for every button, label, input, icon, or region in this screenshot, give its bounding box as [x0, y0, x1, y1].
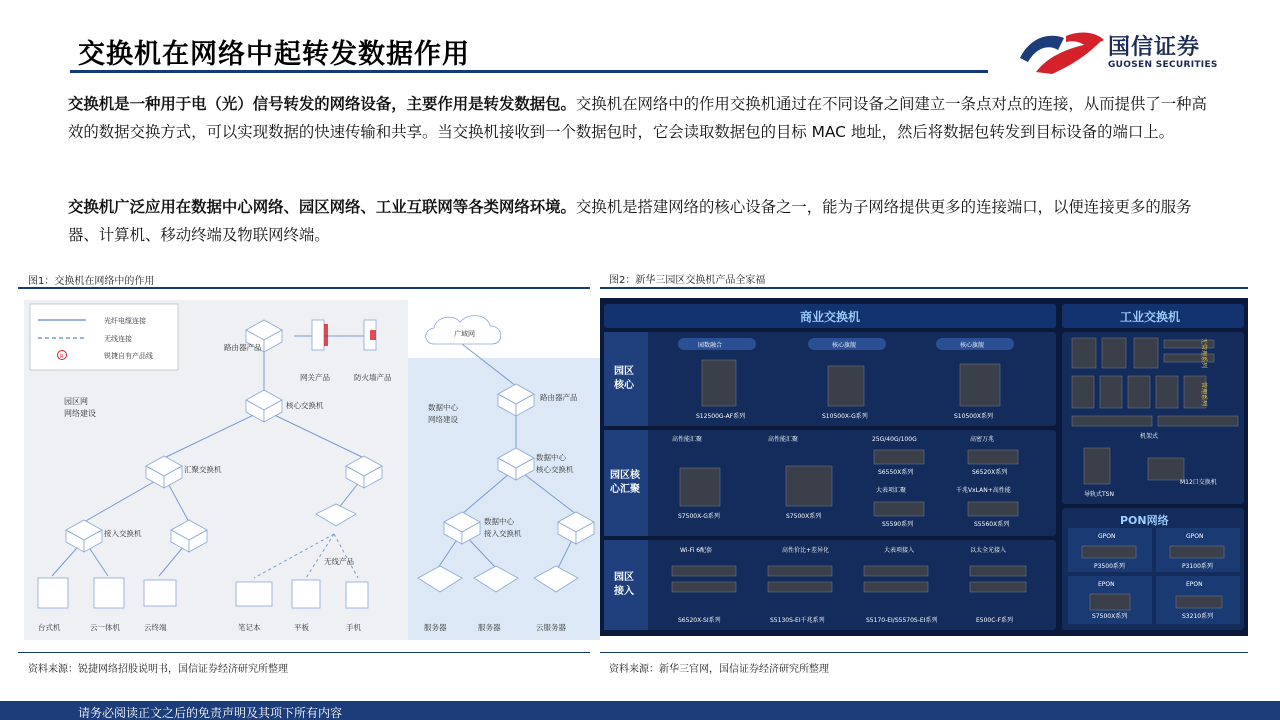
figure1-top-rule: [18, 287, 590, 289]
row-label-core-2: 核心: [614, 380, 634, 391]
core-model-3: S10500X系列: [954, 413, 994, 420]
label-access-switch: 接入交换机: [104, 529, 142, 538]
footer-disclaimer[interactable]: 请务必阅读正文之后的免责声明及其项下所有内容: [78, 706, 343, 720]
agg-model-4: S6520X系列: [972, 469, 1008, 476]
core-tag-1: 园数融合: [698, 342, 723, 349]
industrial-title: 工业交换机: [1120, 310, 1181, 324]
access-tag-1: Wi-Fi 6配套: [680, 547, 713, 554]
label-router-right: 路由器产品: [540, 393, 578, 402]
title-underline: [70, 70, 988, 73]
legend-fiber: 光纤电缆连接: [104, 317, 146, 325]
legend-ruijie: 锐捷自有产品线: [104, 352, 153, 360]
label-phone: 手机: [346, 623, 361, 632]
label-cloud-server: 云服务器: [536, 623, 566, 632]
pon-tag-1: GPON: [1098, 533, 1116, 540]
figure2-bottom-rule: [600, 652, 1248, 653]
agg-model-2: S7500X系列: [786, 513, 822, 520]
industrial-side-2: 管理系列: [1200, 382, 1207, 407]
core-tag-3: 核心旗舰: [960, 342, 985, 349]
label-server-1: 服务器: [424, 623, 447, 632]
label-dc-core-1: 数据中心: [536, 453, 566, 462]
access-tag-2: 高性价比+差异化: [782, 547, 830, 554]
label-wireless: 无线产品: [324, 557, 354, 566]
access-model-2: S5130S-EI千兆系列: [770, 617, 825, 624]
commercial-title: 商业交换机: [800, 310, 861, 324]
agg-model-3: S6550X系列: [878, 469, 914, 476]
figure2-caption: 图2：新华三园区交换机产品全家福: [609, 275, 766, 286]
label-dc-2: 网络建设: [428, 415, 458, 424]
core-model-1: S12500G-AF系列: [696, 413, 746, 420]
figure2-product-family: [600, 298, 1248, 636]
agg-model-6: S5560X系列: [974, 521, 1010, 528]
industrial-rail: 导轨式TSN: [1084, 491, 1114, 498]
row-label-access-1: 园区: [614, 572, 634, 583]
agg-tag-4: 高密万兆: [970, 436, 995, 443]
industrial-side-1: 无管理系列: [1200, 338, 1207, 369]
industrial-m12: M12口交换机: [1180, 479, 1217, 486]
pon-model-1: P3500系列: [1094, 563, 1125, 570]
industrial-rack: 机架式: [1140, 433, 1159, 440]
label-tablet: 平板: [294, 623, 309, 632]
logo-chinese-name: 国信证券: [1108, 35, 1201, 60]
core-tag-2: 核心旗舰: [832, 342, 857, 349]
campus-label-2: 网络建设: [64, 409, 96, 418]
paragraph-bold-lead: 交换机广泛应用在数据中心网络、园区网络、工业互联网等各类网络环境。: [68, 198, 576, 216]
pon-title: PON网络: [1120, 514, 1169, 527]
label-server-2: 服务器: [478, 623, 501, 632]
paragraph-switch-applications: [68, 193, 1208, 249]
label-dc-access-1: 数据中心: [484, 517, 514, 526]
label-desktop: 台式机: [38, 623, 61, 632]
row-label-core-1: 园区: [614, 366, 634, 377]
access-tag-4: 以太全光接入: [970, 547, 1007, 554]
label-dc-1: 数据中心: [428, 403, 458, 412]
page-title: 交换机在网络中起转发数据作用: [78, 39, 470, 70]
label-cloud-terminal: 云终端: [144, 623, 167, 632]
core-model-2: S10500X-G系列: [822, 413, 868, 420]
campus-label-1: 园区网: [64, 397, 88, 406]
agg-model-5: S5590系列: [882, 521, 914, 528]
agg-tag-2: 高性能汇聚: [768, 436, 799, 443]
figure2-top-rule: [600, 287, 1248, 289]
pon-tag-2: GPON: [1186, 533, 1204, 540]
svg-text:R: R: [60, 354, 64, 360]
figure1-bottom-rule: [18, 652, 590, 653]
label-firewall: 防火墙产品: [354, 373, 392, 382]
label-core-switch: 核心交换机: [286, 401, 324, 410]
pon-tag-4: EPON: [1186, 581, 1203, 588]
pon-tag-3: EPON: [1098, 581, 1115, 588]
figure2-source: 资料来源：新华三官网，国信证券经济研究所整理: [609, 664, 829, 675]
row-label-access-2: 接入: [614, 586, 634, 597]
paragraph-bold-lead: 交换机是一种用于电（光）信号转发的网络设备，主要作用是转发数据包。: [68, 95, 576, 113]
label-dc-access-2: 接入交换机: [484, 529, 522, 538]
pon-model-2: P3100系列: [1182, 563, 1213, 570]
label-all-in-one: 云一体机: [90, 623, 120, 632]
label-laptop: 笔记本: [238, 623, 261, 632]
pon-model-4: S3210系列: [1182, 613, 1214, 620]
agg-model-1: S7500X-G系列: [678, 513, 720, 520]
access-tag-3: 大表项接入: [884, 547, 915, 554]
pon-model-3: S7500X系列: [1092, 613, 1128, 620]
label-dc-core-2: 核心交换机: [536, 465, 574, 474]
legend-wireless: 无线连接: [104, 335, 132, 343]
access-model-1: S6520X-SI系列: [678, 617, 721, 624]
agg-tag-1: 高性能汇聚: [672, 436, 703, 443]
access-model-3: S5170-EI/S5570S-EI系列: [866, 617, 938, 624]
row-label-agg-1: 园区核: [610, 470, 640, 481]
agg-tag-6: 千兆VxLAN+高性能: [956, 487, 1011, 494]
figure1-network-diagram-left: [24, 300, 408, 640]
logo-english-name: GUOSEN SECURITIES: [1108, 60, 1218, 70]
figure1-network-diagram-right: [408, 300, 600, 640]
paragraph-switch-definition: [68, 90, 1208, 146]
paragraph-body: 交换机是搭建网络的核心设备之一，能为子网络提供更多的连接端口，以便连接更多的服务器、计算机、移动终端及物联网终端。: [68, 198, 1192, 244]
label-agg-switch: 汇聚交换机: [184, 465, 222, 474]
agg-tag-3: 25G/40G/100G: [872, 436, 917, 443]
label-gateway: 网关产品: [300, 373, 330, 382]
row-label-agg-2: 心汇聚: [610, 484, 640, 495]
paragraph-body: 交换机在网络中的作用交换机通过在不同设备之间建立一条点对点的连接，从而提供了一种高效的数据交换方式，可以实现数据的快速传输和共享。当交换机接收到一个数据包时，它会读取数据包的目标 MAC 地址，然后将数据包转发到目标设备的端口上。: [68, 95, 1207, 141]
figure1-source: 资料来源：锐捷网络招股说明书，国信证券经济研究所整理: [28, 664, 288, 675]
agg-tag-5: 大表项汇聚: [876, 487, 907, 494]
figure1-caption: 图1：交换机在网络中的作用: [28, 276, 155, 287]
label-wan: 广域网: [454, 330, 475, 338]
label-router-left: 路由器产品: [224, 343, 262, 352]
access-model-4: E500C-F系列: [976, 617, 1014, 624]
